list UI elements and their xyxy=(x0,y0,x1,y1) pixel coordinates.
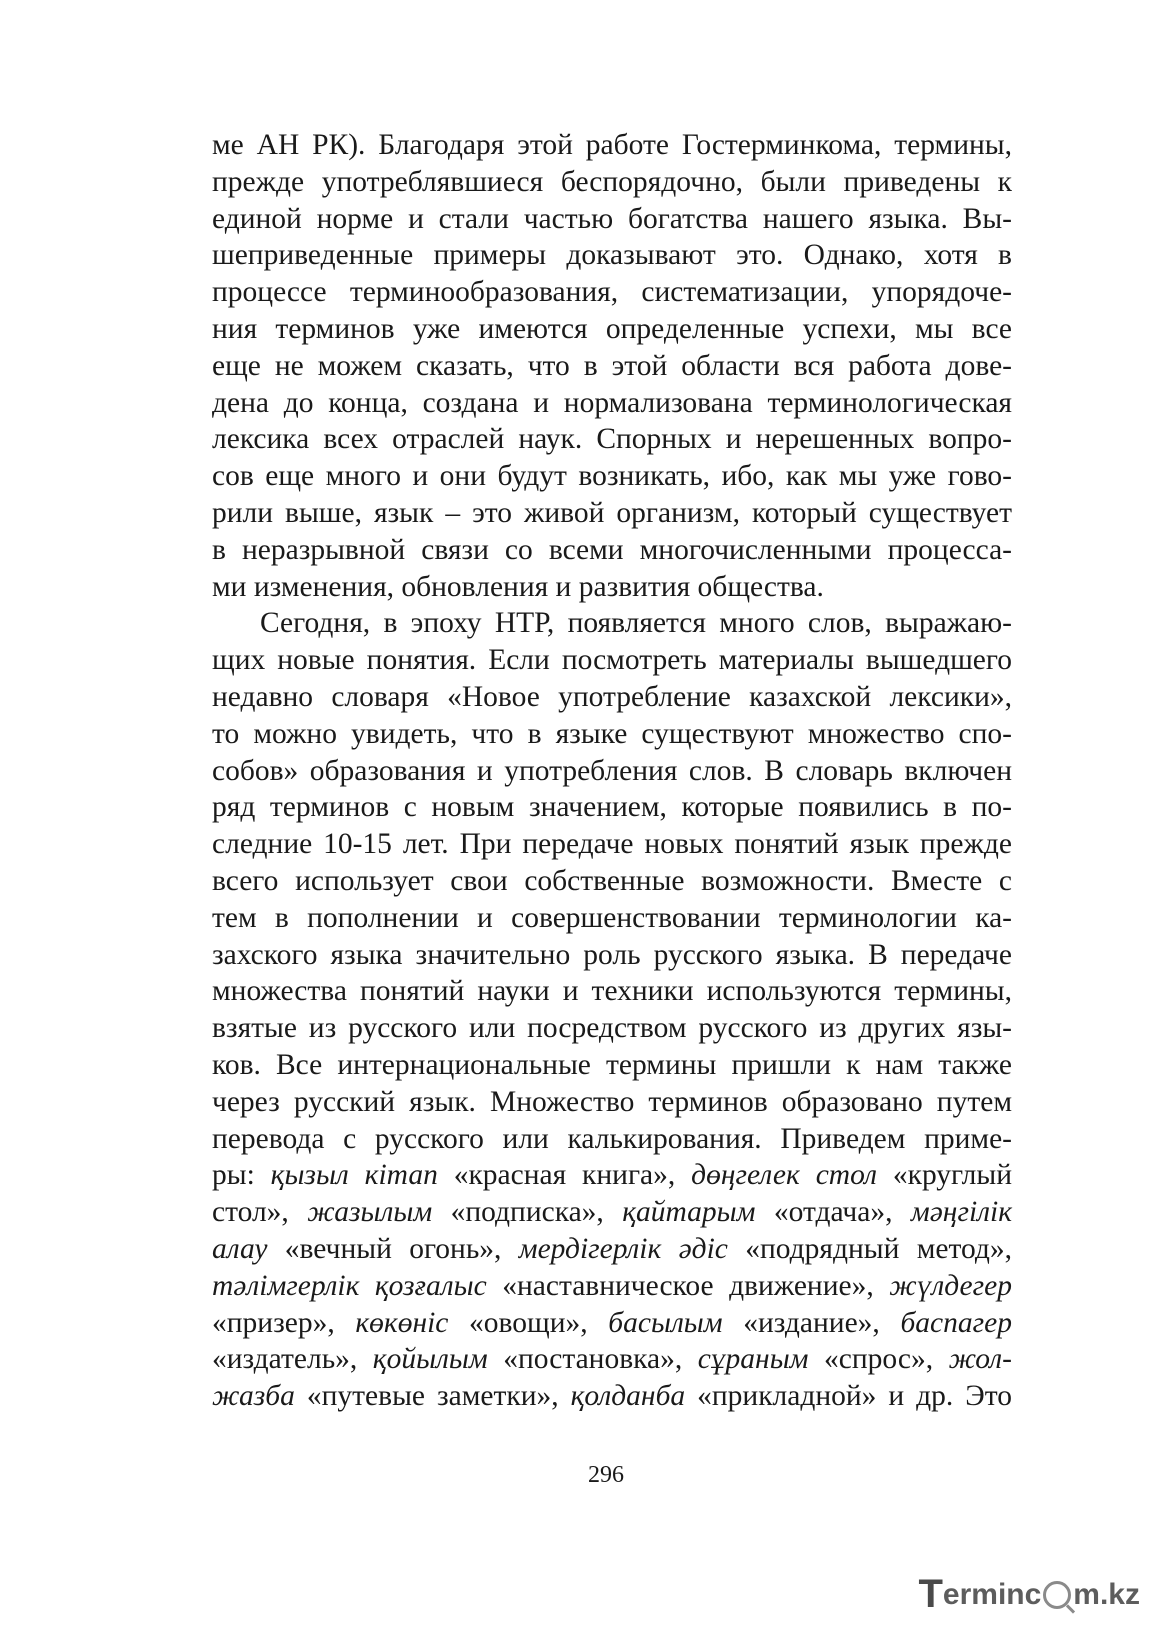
text-run: «подрядный метод», xyxy=(727,1232,1012,1265)
text-line xyxy=(212,716,1012,753)
text-line xyxy=(212,1194,1012,1231)
text-run: ков. Все интернациональные термины пришли к нам также xyxy=(212,1048,1012,1081)
italic-term: дөңгелек стол xyxy=(691,1159,877,1192)
text-line xyxy=(212,421,1012,458)
text-run: лексика всех отраслей наук. Спорных и нерешенных вопро- xyxy=(212,423,1012,456)
text-run: «путевые заметки», xyxy=(294,1380,571,1413)
text-line xyxy=(212,826,1012,863)
text-run: сов еще много и они будут возникать, ибо, как мы уже гово- xyxy=(212,460,1012,493)
text-run: «спрос», xyxy=(808,1343,949,1376)
italic-term: алау xyxy=(212,1232,268,1265)
text-run: следние 10-15 лет. При передаче новых понятий язык прежде xyxy=(212,828,1012,861)
italic-term: мәңгілік xyxy=(910,1196,1013,1229)
text-line xyxy=(212,348,1012,385)
page-text xyxy=(212,127,1012,1415)
text-line xyxy=(212,753,1012,790)
text-run: щих новые понятия. Если посмотреть материалы вышедшего xyxy=(212,644,1012,677)
text-run: ряд терминов с новым значением, которые появились в по- xyxy=(212,791,1012,824)
italic-term: қызыл кітап xyxy=(270,1159,438,1192)
text-run: захского языка значительно роль русского языка. В передаче xyxy=(212,938,1012,971)
text-line xyxy=(212,495,1012,532)
text-line xyxy=(212,973,1012,1010)
text-run: «красная книга», xyxy=(437,1159,692,1192)
italic-term: қолданба xyxy=(570,1380,686,1413)
text-line xyxy=(212,1268,1012,1305)
text-line xyxy=(212,789,1012,826)
text-line xyxy=(212,274,1012,311)
text-run: «вечный огонь», xyxy=(267,1232,519,1265)
text-run: рили выше, язык – это живой организм, который существует xyxy=(212,496,1012,529)
text-run: ния терминов уже имеются определенные успехи, мы все xyxy=(212,312,1012,345)
text-line xyxy=(212,937,1012,974)
text-run: «отдача», xyxy=(755,1196,911,1229)
italic-term: қойылым xyxy=(372,1343,488,1376)
text-run: стол», xyxy=(212,1196,308,1229)
text-run: «наставническое движение», xyxy=(486,1269,890,1302)
italic-term: көкөніс xyxy=(355,1306,449,1339)
text-run: «круглый xyxy=(876,1159,1012,1192)
text-run: в неразрывной связи со всеми многочисленными процесса- xyxy=(212,533,1012,566)
text-line xyxy=(212,1084,1012,1121)
text-line xyxy=(212,1010,1012,1047)
text-line xyxy=(212,863,1012,900)
text-line xyxy=(212,569,1012,606)
text-run: «издатель», xyxy=(212,1343,373,1376)
text-line xyxy=(212,1378,1012,1415)
text-run: ры: xyxy=(212,1159,271,1192)
italic-term: жүлдегер xyxy=(889,1269,1012,1302)
text-line xyxy=(212,642,1012,679)
text-line xyxy=(212,1121,1012,1158)
italic-term: мердігерлік әдіс xyxy=(518,1232,728,1265)
text-run: «подписка», xyxy=(432,1196,623,1229)
text-run: «овощи», xyxy=(448,1306,609,1339)
text-run: «постановка», xyxy=(487,1343,698,1376)
text-run: «прикладной» и др. Это xyxy=(685,1380,1012,1413)
text-run: «призер», xyxy=(212,1306,356,1339)
text-run: то можно увидеть, что в языке существуют множество спо- xyxy=(212,717,1012,750)
text-line xyxy=(212,605,1012,642)
text-line xyxy=(212,1341,1012,1378)
text-line xyxy=(212,127,1012,164)
text-run: дена до конца, создана и нормализована терминологическая xyxy=(212,386,1012,419)
text-run: тем в пополнении и совершенствовании терминологии ка- xyxy=(212,901,1012,934)
text-run: через русский язык. Множество терминов образовано путем xyxy=(212,1085,1012,1118)
text-run: перевода с русского или калькирования. Приведем приме- xyxy=(212,1122,1012,1155)
text-line xyxy=(212,1157,1012,1194)
italic-term: жол- xyxy=(948,1343,1012,1376)
italic-term: қайтарым xyxy=(622,1196,756,1229)
text-line xyxy=(212,237,1012,274)
text-run: еще не можем сказать, что в этой области вся работа дове- xyxy=(212,349,1012,382)
text-line xyxy=(212,385,1012,422)
page-number: 296 xyxy=(588,1462,624,1488)
text-run: собов» образования и употребления слов. В словарь включен xyxy=(212,754,1012,787)
italic-term: баспагер xyxy=(900,1306,1012,1339)
italic-term: тәлімгерлік қозғалыс xyxy=(212,1269,487,1302)
text-run: «издание», xyxy=(722,1306,901,1339)
text-line xyxy=(212,201,1012,238)
text-run: множества понятий науки и техники используются термины, xyxy=(212,975,1012,1008)
text-line xyxy=(212,164,1012,201)
text-line xyxy=(212,1305,1012,1342)
italic-term: басылым xyxy=(608,1306,723,1339)
text-run: процессе терминообразования, систематизации, упорядоче- xyxy=(212,276,1012,309)
text-run: Сегодня, в эпоху НТР, появляется много слов, выражаю- xyxy=(260,607,1012,640)
watermark-mid: erminc xyxy=(942,1577,1042,1611)
watermark-end: m.kz xyxy=(1073,1577,1140,1611)
text-run: взятые из русского или посредством русского из других язы- xyxy=(212,1012,1012,1045)
text-run: шеприведенные примеры доказывают это. Однако, хотя в xyxy=(212,239,1012,272)
watermark-logo xyxy=(918,1572,1140,1617)
text-run: ми изменения, обновления и развития общества. xyxy=(212,570,824,603)
italic-term: жазылым xyxy=(307,1196,433,1229)
magnifier-icon xyxy=(1043,1581,1071,1609)
text-run: недавно словаря «Новое употребление казахской лексики», xyxy=(212,680,1012,713)
text-run: ме АН РК). Благодаря этой работе Гостерминкома, термины, xyxy=(212,129,1012,161)
text-run: прежде употреблявшиеся беспорядочно, были приведены к xyxy=(212,165,1012,198)
italic-term: сұраным xyxy=(697,1343,809,1376)
text-line xyxy=(212,679,1012,716)
text-line xyxy=(212,458,1012,495)
text-run: единой норме и стали частью богатства нашего языка. Вы- xyxy=(212,202,1012,235)
text-line xyxy=(212,900,1012,937)
text-line xyxy=(212,1047,1012,1084)
italic-term: жазба xyxy=(212,1380,295,1413)
text-run: всего использует свои собственные возможности. Вместе с xyxy=(212,864,1012,897)
text-line xyxy=(212,532,1012,569)
text-line xyxy=(212,311,1012,348)
watermark-t: T xyxy=(918,1572,943,1616)
text-line xyxy=(212,1231,1012,1268)
